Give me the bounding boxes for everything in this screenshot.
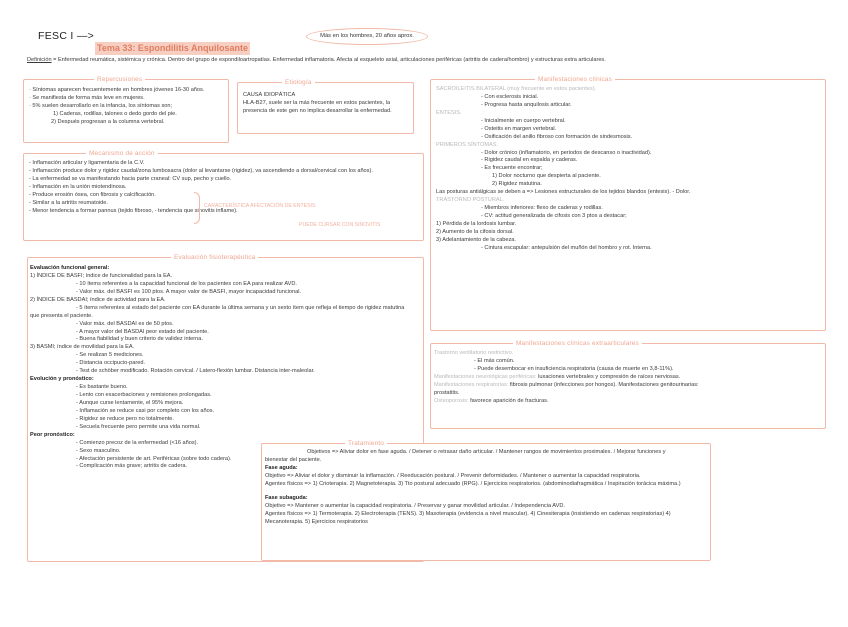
list-item: - 10 ítems referentes a la capacidad funcional de los pacientes con EA para realizar AVD. [76, 280, 297, 287]
list-item: - Valor máx. del BASDAI es de 50 ptos. [76, 320, 174, 327]
list-item: · 5% suelen desarrollarlo en la infancia, los síntomas son; [29, 102, 173, 109]
list-item: - Sexo masculino. [76, 447, 121, 454]
list-item: - Puede desembocar en insuficiencia respiratoria (causa de muerte en 3,8-11%). [474, 365, 674, 372]
list-item: 1) Caderas, rodillas, talones o dedo gordo del pie. [53, 110, 177, 117]
list-item: - Comienzo precoz de la enfermedad (<16 años). [76, 439, 199, 446]
aguda-heading: Fase aguda: [265, 464, 298, 471]
list-item: presencia de este gen no implica desarrollar la enfermedad. [243, 107, 392, 114]
list-item: · Se manifiesta de forma más leve en mujeres. [29, 94, 145, 101]
list-item: que presenta el paciente. [30, 312, 93, 319]
osteo-heading: Osteoporosis: [434, 397, 469, 404]
list-item: - Rigidez se reduce pero no totalmente. [76, 415, 174, 422]
list-item: - Es frecuente encontrar; [481, 165, 543, 172]
list-item: - 5 ítems referentes al estado del paciente con EA durante la última semana y un sexto ítem que refleja el tiempo de rigidez matutina [76, 304, 405, 311]
list-item: - Distancia occipucio-pared. [76, 360, 146, 367]
list-item: - Aunque curse lentamente, el 95% mejora. [76, 399, 184, 406]
repercusiones-title: Repercusiones [94, 75, 145, 84]
list-item: - Osificación del anillo fibroso con formación de sindesmosis. [481, 133, 633, 140]
list-item: - Inflamación produce dolor y rigidez caudal/zona lumbosacra (dolor al levantarse (rigidez), va ascendiendo a dorsal/cervical con los años). [29, 167, 373, 174]
list-item: - Se realizan 5 mediciones. [76, 352, 144, 359]
definition-text: = Enfermedad reumática, sistémica y crónica. Dentro del grupo de espondiloartropatías. Enfermedad inflamatoria. Afecta al esqueleto axial, articulaciones periféricas (artritis de cadera/hombro) y estructuras extra articulares. [51, 57, 606, 63]
osteo-text: favorece aparición de fracturas. [468, 397, 549, 404]
list-item: - Inflamación en la unión miotendinosa. [29, 183, 127, 190]
list-item: - Inflamación se reduce casi por completo con los años. [76, 407, 215, 414]
etiologia-box [237, 79, 414, 134]
etiologia-title: Etiología [282, 78, 315, 87]
list-item: PRIMEROS SÍNTOMAS. [436, 141, 499, 148]
list-item: 1) Pérdida de la lordosis lumbar. [436, 220, 517, 227]
list-item: - Rigidez caudal en espalda y caderas. [481, 157, 578, 164]
list-item: - Progresa hasta anquilosis articular. [481, 101, 572, 108]
list-item: - Dolor crónico (inflamatorio, en periodos de descanso o inactividad). [481, 149, 652, 156]
list-item: - Secuela frecuente pero permite una vida normal. [76, 423, 201, 430]
list-item: - Lento con exacerbaciones y remisiones prolongadas. [76, 392, 212, 398]
list-item: - Es bastante bueno. [76, 384, 128, 391]
list-item: 3) Adelantamiento de la cabeza. [436, 236, 516, 243]
definition [27, 57, 827, 65]
list-item: - Complicación más grave; artritis de cadera. [76, 463, 187, 470]
list-item: SACROILEITIS BILATERAL (muy frecuente en estos pacientes). [436, 86, 597, 92]
list-item: - Miembros inferiores: flexo de caderas y rodillas. [481, 205, 603, 212]
objetivos: Objetivos => Aliviar dolor en fase aguda. / Detener o retrasar daño articular. / Mantener rangos de movimientos proximales. / Mejorar funciones y [307, 449, 666, 455]
subaguda-heading: Fase subaguda: [265, 494, 308, 501]
list-item: - Similar a la artritis reumatoide. [29, 199, 108, 206]
page-title: Tema 33: Espondilitis Anquilosante [97, 43, 249, 53]
list-item: - Inflamación articular y ligamentaria de la C.V. [29, 160, 145, 166]
extraarticulares-title: Manifestaciones clínicas extraarticulares [513, 339, 642, 348]
resp-heading: Manifestaciones respiratorias: [434, 381, 509, 388]
bubble-note [306, 28, 428, 45]
sinovitis-note: PUEDE CURSAR CON SINOVITIS [299, 222, 381, 228]
list-item: - Test de schöber modificado. Rotación cervical. / Latero-flexión lumbar. Distancia inter-maleolar. [76, 368, 315, 375]
extraarticulares-box [430, 340, 826, 429]
list-item: - Produce erosión ósea, con fibrosis y calcificación. [29, 191, 156, 198]
repercusiones-box [23, 76, 229, 143]
list-item: - Inicialmente en cuerpo vertebral. [481, 117, 566, 124]
peor-heading: Peor pronóstico: [30, 431, 75, 438]
list-item: - Osteitis en margen vertebral. [481, 125, 557, 132]
list-item: ENTESIS. [436, 109, 462, 116]
evolucion-heading: Evolución y pronóstico: [30, 376, 94, 383]
etiologia-heading: CAUSA IDIOPÁTICA [243, 92, 296, 98]
list-item: 2) Después progresan a la columna vertebral. [51, 118, 165, 125]
list-item: Las posturas antiálgicas se deben a => Lesiones estructurales de los tejidos blandos (entesis). - Dolor. [436, 189, 691, 196]
list-item: 3) BASMI; índice de movilidad para la EA. [30, 344, 135, 351]
tratamiento-box [261, 440, 711, 561]
list-item: TRASTORNO POSTURAL. [436, 197, 505, 204]
list-item: · Síntomas aparecen frecuentemente en hombres jóvenes 16-30 años. [29, 87, 205, 93]
definition-label: Definición [27, 57, 52, 63]
mecanismo-title: Mecanismo de acción [86, 149, 158, 158]
list-item: - Valor máx. del BASFI es 100 ptos. A mayor valor de BASFI, mayor incapacidad funcional. [76, 288, 301, 295]
list-item: - CV: actitud generalizada de cifosis con 3 ptos a destacar; [481, 213, 627, 219]
manifestaciones-box [430, 76, 826, 331]
neuro-heading: Manifestaciones neurológicas periféricas: [434, 373, 537, 380]
aguda-objetivo: Objetivo => Aliviar el dolor y disminuir la inflamación. / Reeducación postural. / Prevenir deformidades. / Mantener o aumentar la capacidad respiratoria. [265, 472, 641, 479]
list-item: 2) ÍNDICE DE BASDAI; índice de actividad para la EA. [30, 296, 166, 303]
list-item: HLA-B27, suele ser la más frecuente en estos pacientes, la [243, 99, 391, 106]
subaguda-objetivo: Objetivo => Mantener o aumentar la capacidad respiratoria. / Preservar y ganar movilidad articular. / Independencia AVD. [265, 502, 565, 509]
subaguda-agentes: Agentes físicos => 1) Termoterapia. 2) Electroterapia (TENS). 3) Masoterapia (evidencia a nivel muscular). 4) Cinesiterapia (insistiendo en cadenas respiratorias) 4) [265, 510, 671, 517]
list-item: 1) Dolor nocturno que despierta al paciente. [492, 173, 601, 180]
tratamiento-title: Tratamiento [345, 439, 387, 448]
subaguda-agentes-cont: Mecanoterapia. 5) Ejercicios respiratorios [265, 518, 368, 525]
list-item: 2) Aumento de la cifosis dorsal. [436, 228, 514, 235]
list-item: - A mayor valor del BASDAI peor estado del paciente. [76, 328, 209, 335]
list-item: - Con esclerosis inicial. [481, 93, 539, 100]
list-item: Trastorno ventilatorio restrictivo. [434, 350, 514, 356]
evaluacion-heading: Evaluación funcional general: [30, 265, 110, 271]
list-item: - La enfermedad se va manifestando hacia parte craneal: CV sup, pecho y cuello. [29, 175, 232, 182]
entesis-note: CARACTERÍSTICA AFECTACIÓN DE ENTESIS [204, 203, 316, 209]
resp-text: fibrosis pulmonar (infecciones por hongos). Manifestaciones genitourinarias: [508, 381, 699, 388]
list-item: prostatitis. [434, 389, 460, 396]
objetivos-cont: bienestar del paciente. [265, 456, 322, 463]
list-item: - Cintura escapular: antepulsión del muñón del hombro y rot. Interna. [481, 244, 652, 251]
list-item: - Buena fiabilidad y buen criterio de validez interna. [76, 336, 203, 343]
aguda-agentes: Agentes físicos => 1) Crioterapia. 2) Magnetoterapia. 3) Tto postural adecuado (RPG). / Ejercicios respiratorios. (abdominodiafragmática / Inspiración torácica máxima.) [265, 480, 681, 487]
list-item: 2) Rigidez matutina. [492, 181, 542, 188]
list-item: - Menor tendencia a formar pannus (tejido fibroso, - tendencia que sinovitis inflame). [29, 207, 238, 214]
manifestaciones-title: Manifestaciones clínicas [535, 75, 615, 84]
neuro-text: luxaciones vertebrales y compresión de raíces nerviosas. [536, 373, 681, 380]
list-item: - Afectación persistente de art. Periféricas (sobre todo cadera). [76, 455, 232, 462]
list-item: 1) ÍNDICE DE BASFI; índice de funcionalidad para la EA. [30, 272, 173, 279]
fesc-label: FESC I —> [38, 30, 95, 42]
bubble-text: Más en los hombres, 20 años aprox. [320, 33, 414, 39]
brace-icon [194, 192, 200, 224]
list-item: - El más común. [474, 357, 515, 364]
evaluacion-title: Evaluación fisioterapéutica [171, 253, 258, 262]
mecanismo-box [23, 150, 424, 241]
